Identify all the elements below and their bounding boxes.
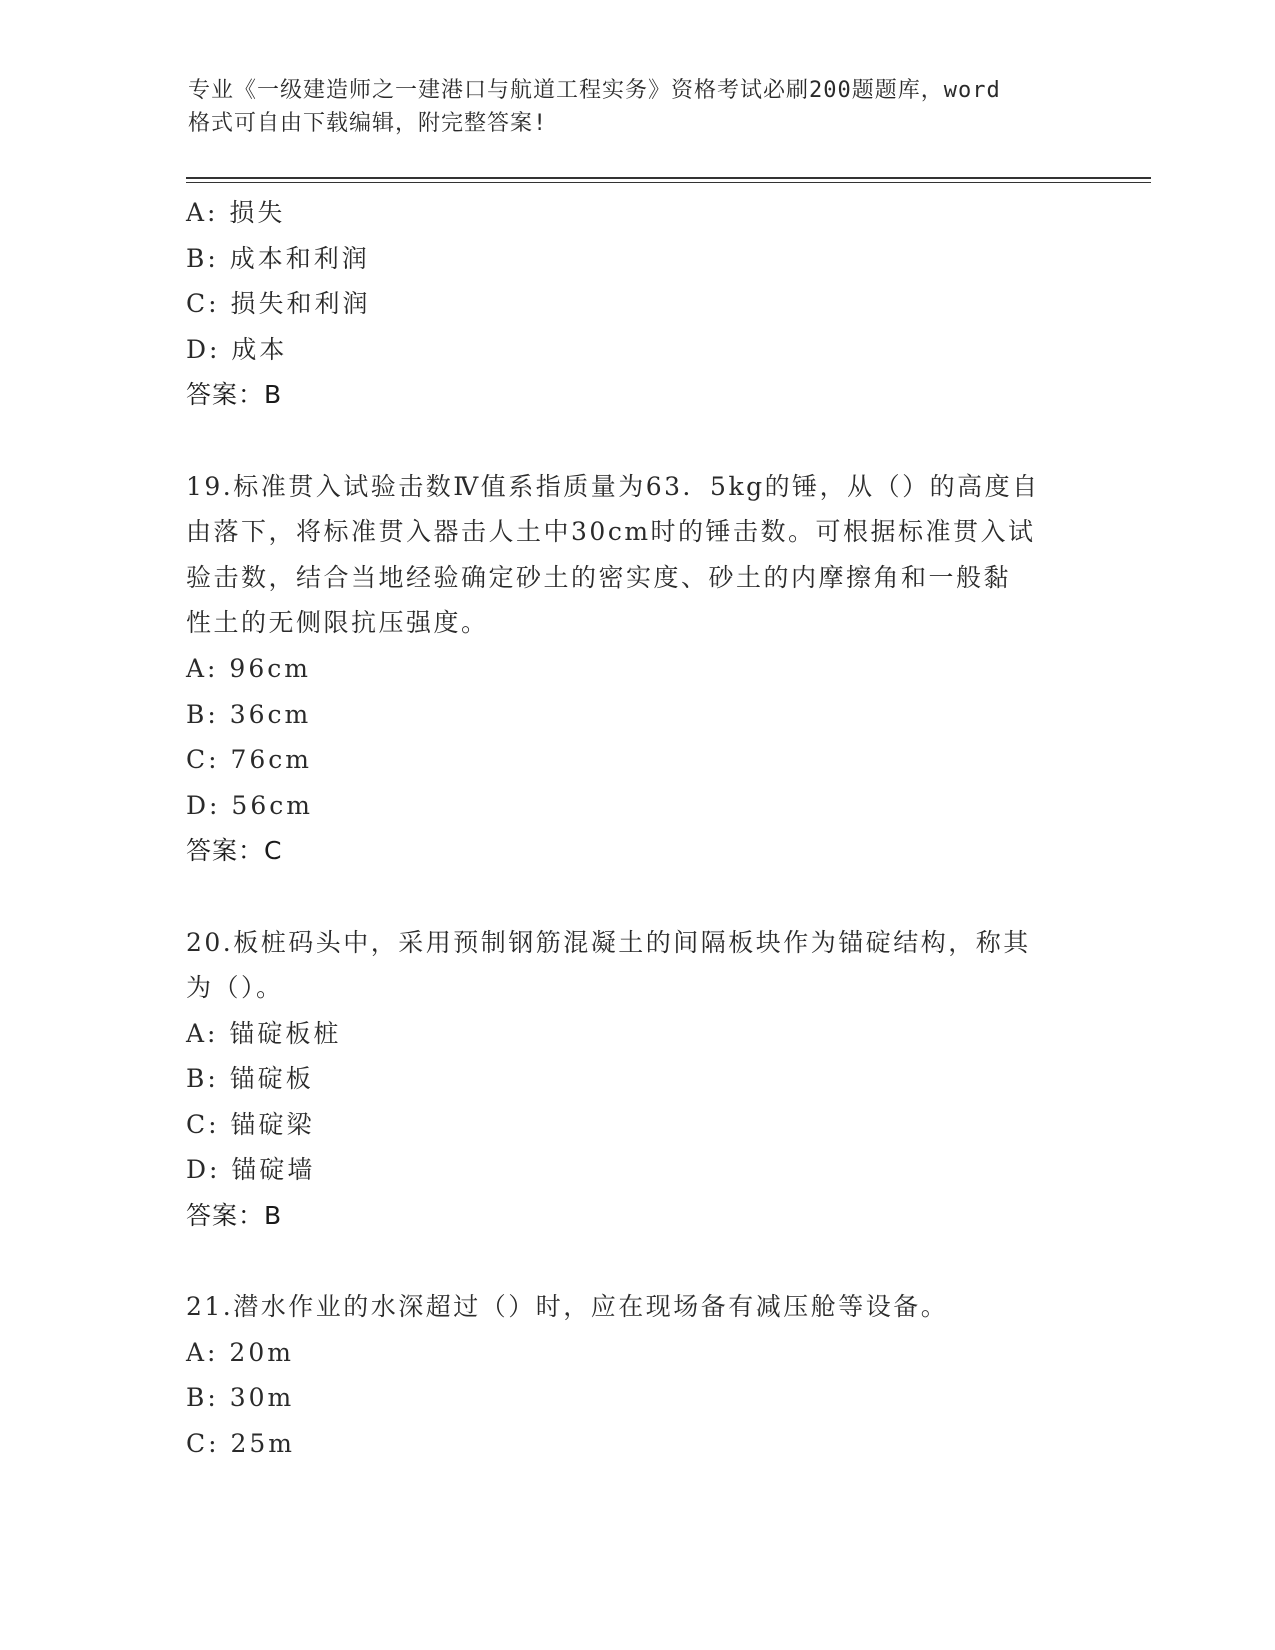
- option-a: A: 96cm: [186, 653, 311, 683]
- option-d: D: 56cm: [186, 790, 313, 820]
- question-spacer: [186, 1239, 1086, 1285]
- option-b: B: 锚碇板: [186, 1064, 314, 1094]
- answer-line: 答案：B: [186, 1201, 283, 1231]
- option-b: B: 成本和利润: [186, 243, 370, 273]
- option-c: C: 损失和利润: [186, 289, 371, 319]
- option-c: C: 锚碇梁: [186, 1109, 315, 1139]
- question-19-block: [186, 464, 1086, 874]
- answer-line: 答案：C: [186, 836, 283, 866]
- question-18-block: [186, 190, 1086, 418]
- option-c: C: 25m: [186, 1429, 296, 1459]
- option-a: A: 锚碇板桩: [186, 1018, 342, 1048]
- header-title-line-1: 专业《一级建造师之一建港口与航道工程实务》资格考试必刷200题题库，word: [188, 78, 1001, 103]
- answer-line: 答案：B: [186, 380, 283, 410]
- question-text-line: 由落下，将标准贯入器击人土中30cm时的锤击数。可根据标准贯入试: [186, 517, 1036, 547]
- header-divider-thin: [186, 182, 1151, 183]
- question-spacer: [186, 418, 1086, 464]
- option-d: D: 成本: [186, 334, 288, 364]
- header-divider-thick: [186, 177, 1151, 179]
- question-text-line: 为（）。: [186, 973, 284, 1003]
- question-21-block: [186, 1284, 1086, 1466]
- question-text-line: 验击数，结合当地经验确定砂土的密实度、砂土的内摩擦角和一般黏: [186, 562, 1012, 592]
- header-title-line-2: 格式可自由下载编辑，附完整答案!: [188, 111, 548, 136]
- question-text-line: 性土的无侧限抗压强度。: [186, 608, 489, 638]
- question-text-line: 20.板桩码头中，采用预制钢筋混凝土的间隔板块作为锚碇结构，称其: [186, 927, 1031, 957]
- option-d: D: 锚碇墙: [186, 1155, 316, 1185]
- question-text-line: 19.标准贯入试验击数Ⅳ值系指质量为63．5kg的锤，从（）的高度自: [186, 471, 1040, 501]
- option-b: B: 30m: [186, 1383, 295, 1413]
- question-spacer: [186, 874, 1086, 920]
- question-list: [186, 190, 1086, 1467]
- document-header: [188, 74, 1088, 140]
- option-a: A: 损失: [186, 198, 286, 227]
- option-a: A: 20m: [186, 1337, 294, 1367]
- question-text-line: 21.潜水作业的水深超过（）时，应在现场备有减压舱等设备。: [186, 1292, 949, 1322]
- option-c: C: 76cm: [186, 745, 313, 775]
- question-20-block: [186, 920, 1086, 1239]
- option-b: B: 36cm: [186, 699, 312, 729]
